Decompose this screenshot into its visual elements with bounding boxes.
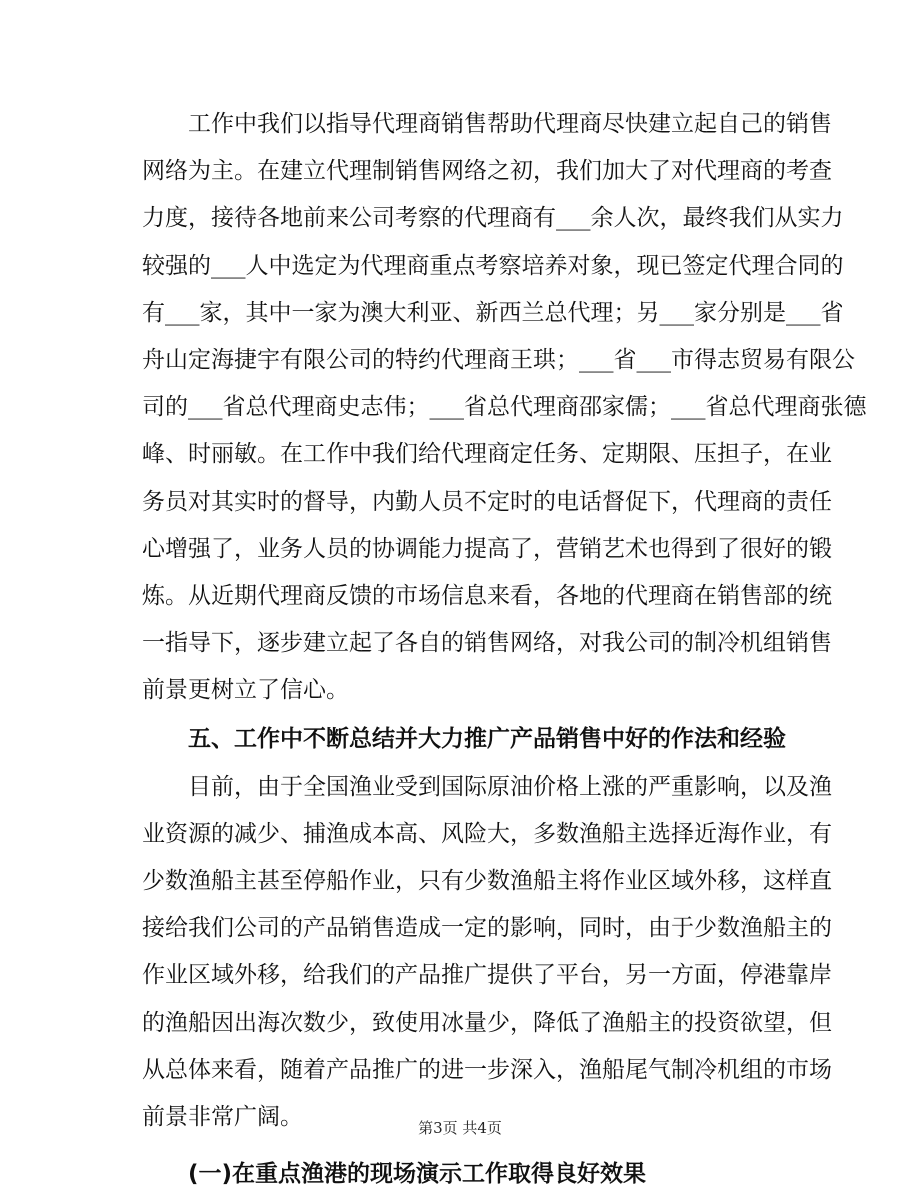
- paragraph-line: 从总体来看，随着产品推广的进一步深入，渔船尾气制冷机组的市场: [142, 1056, 832, 1083]
- paragraph-line: 业资源的减少、捕渔成本高、风险大，多数渔船主选择近海作业，有: [142, 820, 832, 847]
- paragraph-line: 一指导下，逐步建立起了各自的销售网络，对我公司的制冷机组销售: [142, 630, 832, 657]
- paragraph-line: 工作中我们以指导代理商销售帮助代理商尽快建立起自己的销售: [188, 111, 832, 137]
- paragraph-fishery-market: [142, 764, 832, 1142]
- paragraph-line: 峰、时丽敏。在工作中我们给代理商定任务、定期限、压担子，在业: [142, 441, 832, 468]
- paragraph-agency-network: [142, 101, 867, 714]
- paragraph-line: 网络为主。在建立代理制销售网络之初，我们加大了对代理商的考查: [142, 158, 832, 185]
- paragraph-line: 目前，由于全国渔业受到国际原油价格上涨的严重影响，以及渔: [188, 773, 832, 800]
- paragraph-line: 力度，接待各地前来公司考察的代理商有___余人次，最终我们从实力: [142, 205, 844, 232]
- paragraph-line: 有___家，其中一家为澳大利亚、新西兰总代理；另___家分别是___省: [142, 299, 844, 326]
- paragraph-line: 司的___省总代理商史志伟；___省总代理商邵家儒；___省总代理商张德: [142, 394, 867, 421]
- paragraph-line: 较强的___人中选定为代理商重点考察培养对象，现已签定代理合同的: [142, 252, 844, 279]
- paragraph-line: 炼。从近期代理商反馈的市场信息来看，各地的代理商在销售部的统: [142, 582, 832, 609]
- paragraph-line: 的渔船因出海次数少，致使用冰量少，降低了渔船主的投资欲望，但: [142, 1009, 832, 1036]
- paragraph-line: 前景更树立了信心。: [142, 677, 349, 704]
- page-number-footer: 第3页 共4页: [418, 1119, 502, 1137]
- paragraph-line: 舟山定海捷宇有限公司的特约代理商王珙；___省___市得志贸易有限公: [142, 346, 855, 373]
- document-body: [142, 101, 867, 1198]
- paragraph-line: 作业区域外移，给我们的产品推广提供了平台，另一方面，停港靠岸: [142, 962, 832, 989]
- paragraph-line: 接给我们公司的产品销售造成一定的影响，同时，由于少数渔船主的: [142, 915, 832, 942]
- paragraph-line: 少数渔船主甚至停船作业，只有少数渔船主将作业区域外移，这样直: [142, 868, 832, 894]
- subsection-heading-1: (一)在重点渔港的现场演示工作取得良好效果: [188, 1161, 647, 1188]
- paragraph-line: 务员对其实时的督导，内勤人员不定时的电话督促下，代理商的责任: [142, 488, 832, 515]
- section-heading-5: 五、工作中不断总结并大力推广产品销售中好的作法和经验: [188, 726, 786, 753]
- paragraph-line: 心增强了，业务人员的协调能力提高了，营销艺术也得到了很好的锻: [142, 535, 832, 562]
- paragraph-line: 前景非常广阔。: [142, 1103, 303, 1130]
